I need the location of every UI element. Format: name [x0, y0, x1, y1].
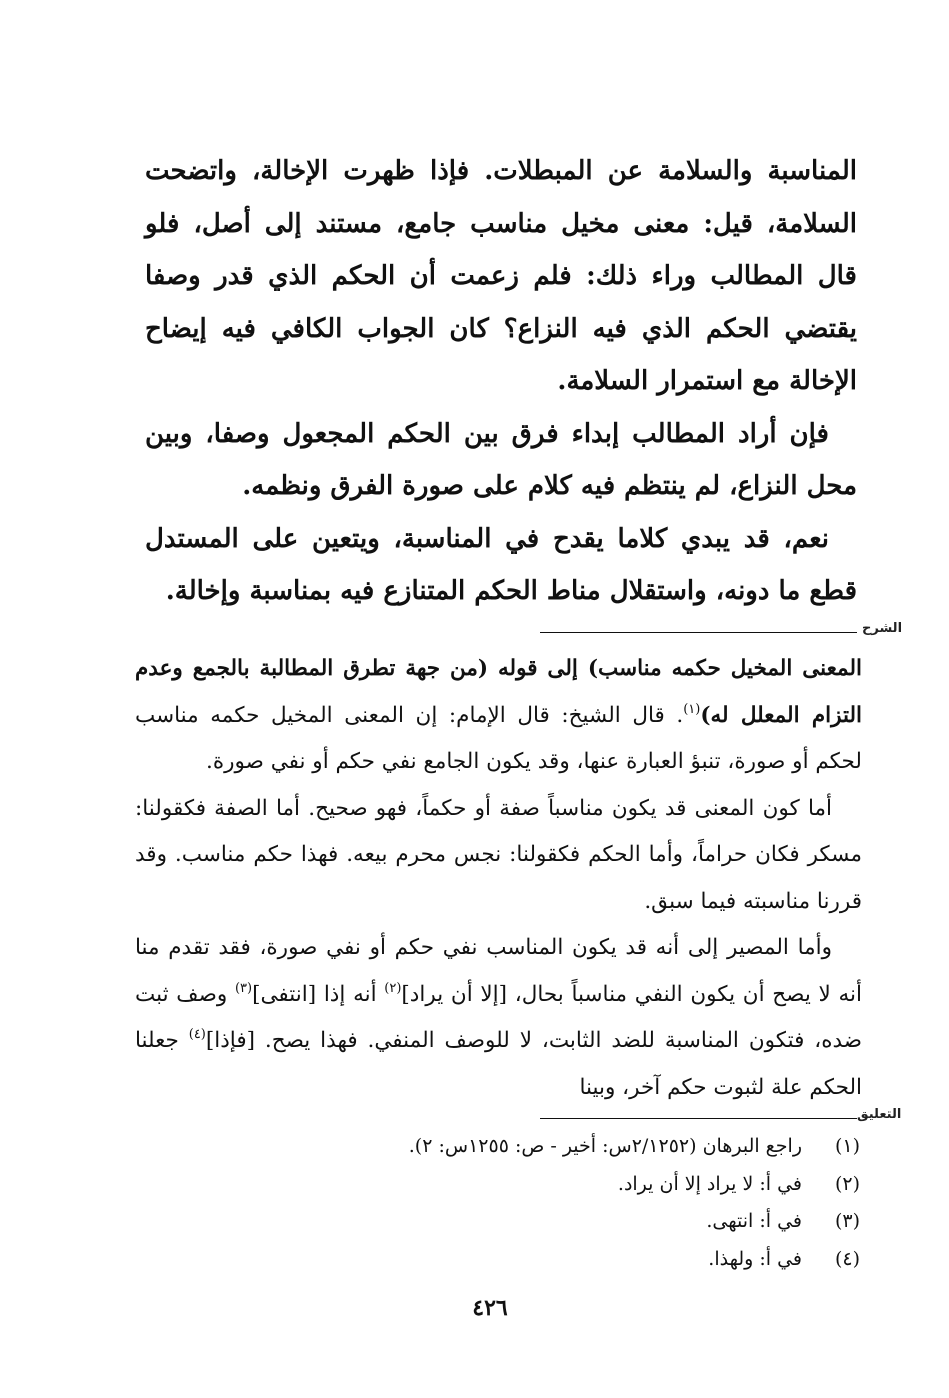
footnote-ref-3: (٣) [234, 980, 253, 996]
footnote-ref-4: (٤) [188, 1027, 206, 1042]
footnote-number: (٣) [834, 1210, 860, 1232]
commentary-text: وأما المصير إلى أنه قد يكون المناسب نفي حكم أو نفي صورة، فقد تقدم منا أنه لا يصح أن يكون النفي مناسباً بحال، [إلا أن يراد] [135, 935, 862, 1007]
footnote-ref-2: (٢) [384, 980, 402, 996]
quoted-text: المعنى المخيل حكمه مناسب) إلى قوله (من جهة تطرق المطالبة بالجمع وعدم التزام المعلل له) [135, 656, 862, 728]
main-paragraph-1: المناسبة والسلامة عن المبطلات. فإذا ظهرت الإخالة، واتضحت السلامة، قيل: معنى مخيل مناسب جامع، مستند إلى أصل، فلو قال المطالب وراء ذلك: فلم زعمت أن الحكم الذي قدر وصفا يقتضي الحكم الذي فيه النزاع؟ كان الجواب الكافي فيه إيضاح الإخالة مع استمرار السلامة. [145, 156, 857, 396]
taliq-label: التعليق [857, 1107, 902, 1122]
commentary-text: جعلنا الحكم علة لثبوت حكم آخر، وبينا [135, 1028, 862, 1100]
commentary-paragraph-2: أما كون المعنى قد يكون مناسباً صفة أو حكماً، فهو صحيح. أما الصفة فكقولنا: مسكر فكان حراماً، وأما الحكم فكقولنا: نجس محرم بيعه. فهذا حكم مناسب. وقد قررنا مناسبته فيما سبق. [135, 795, 862, 914]
footnote-number: (٢) [834, 1172, 860, 1195]
footnote-4 [330, 1241, 860, 1279]
commentary-text: . قال الشيخ: قال الإمام: إن المعنى المخيل حكمه مناسب لحكم أو صورة، تنبؤ العبارة عنها، وقد يكون الجامع نفي حكم أو نفي صورة. [135, 702, 862, 774]
main-paragraph-2: فإن أراد المطالب إبداء فرق بين الحكم المجعول وصفا، وبين محل النزاع، لم ينتظم فيه كلام على صورة الفرق ونظمه. [145, 418, 857, 501]
footnote-number: (١) [834, 1135, 860, 1157]
sharh-label: الشرح [862, 621, 903, 636]
taliq-divider [540, 1118, 857, 1119]
sharh-divider [540, 632, 857, 633]
commentary-paragraph-1 [135, 646, 862, 786]
footnote-text: راجع البرهان (٢/١٢٥٢س: أخير - ص: ١٢٥٥س: ٢). [408, 1135, 802, 1157]
commentary-paragraph-3 [135, 925, 862, 1111]
footnote-3 [330, 1203, 860, 1241]
footnote-text: في أ: انتهى. [706, 1210, 802, 1232]
footnote-text: في أ: ولهذا. [708, 1247, 802, 1270]
footnote-ref-1: (١) [683, 701, 701, 717]
main-paragraph-3: نعم، قد يبدي كلاما يقدح في المناسبة، ويتعين على المستدل قطع ما دونه، واستقلال مناط الحكم المتنازع فيه بمناسبة وإخالة. [145, 523, 857, 606]
commentary [135, 646, 862, 1111]
commentary-text: وصف ثبت ضده، فتكون المناسبة للضد الثابت، لا للوصف المنفي. فهذا يصح. [فإذا] [135, 981, 862, 1053]
footnote-2 [330, 1166, 860, 1204]
footnote-1 [330, 1128, 860, 1166]
footnote-text: في أ: لا يراد إلا أن يراد. [617, 1172, 802, 1195]
footnote-number: (٤) [834, 1247, 860, 1270]
page-number: ٤٢٦ [472, 1295, 508, 1321]
main-text [145, 145, 857, 618]
footnotes [330, 1128, 860, 1278]
commentary-text: أنه إذا [انتفى] [252, 981, 385, 1007]
